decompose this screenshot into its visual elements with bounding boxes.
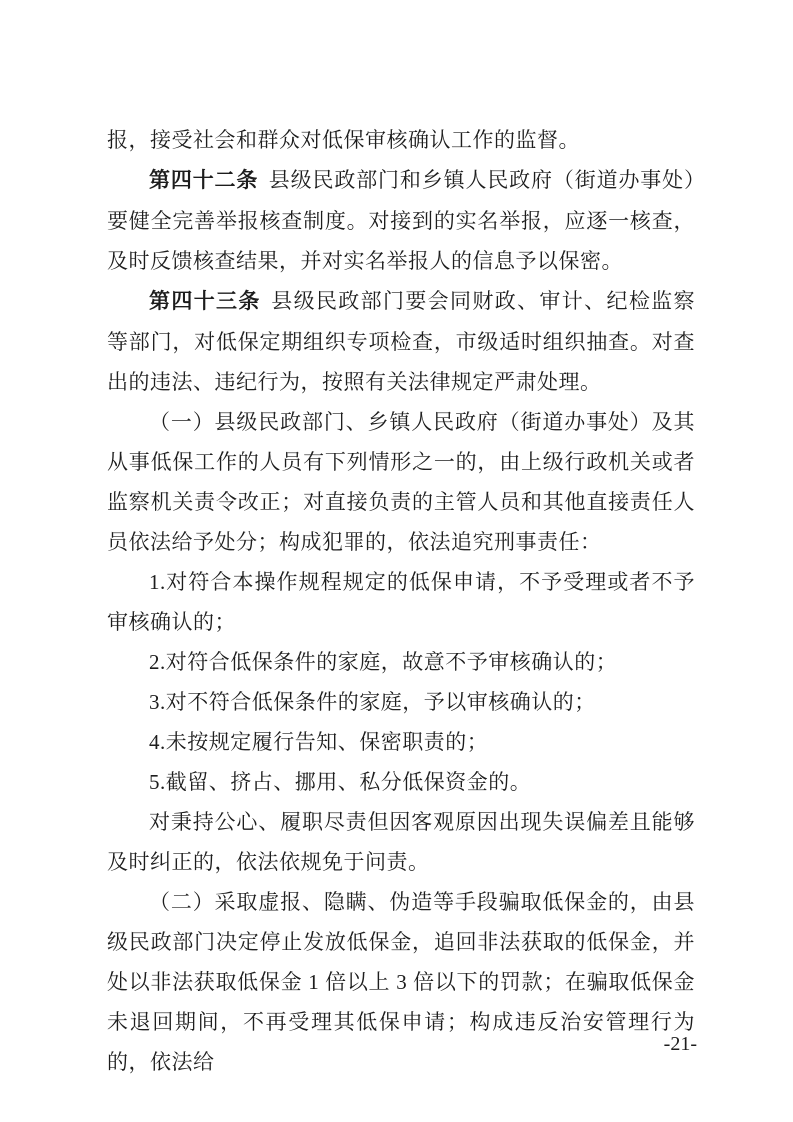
paragraph xyxy=(107,762,695,802)
paragraph xyxy=(107,802,695,882)
paragraph xyxy=(107,642,695,682)
paragraph-text: （一）县级民政部门、乡镇人民政府（街道办事处）及其从事低保工作的人员有下列情形之一的，由上级行政机关或者监察机关责令改正；对直接负责的主管人员和其他直接责任人员依法给予处分；构成犯罪的，依法追究刑事责任： xyxy=(107,410,695,554)
paragraph xyxy=(107,160,695,281)
page-number: -21- xyxy=(663,1033,697,1055)
article-heading: 第四十三条 xyxy=(149,290,261,313)
article-heading: 第四十二条 xyxy=(149,169,259,192)
paragraph xyxy=(107,722,695,762)
paragraph-text: 2.对符合低保条件的家庭，故意不予审核确认的； xyxy=(149,650,618,674)
paragraph-text: 对秉持公心、履职尽责但因客观原因出现失误偏差且能够及时纠正的，依法依规免于问责。 xyxy=(107,810,695,874)
paragraph-text: 县级民政部门和乡镇人民政府（街道办事处）要健全完善举报核查制度。对接到的实名举报，应逐一核查，及时反馈核查结果，并对实名举报人的信息予以保密。 xyxy=(107,168,696,273)
paragraph xyxy=(107,281,695,402)
paragraph xyxy=(107,682,695,722)
paragraph-text: 县级民政部门要会同财政、审计、纪检监察等部门，对低保定期组织专项检查，市级适时组织抽查。对查出的违法、违纪行为，按照有关法律规定严肃处理。 xyxy=(107,289,696,394)
paragraph xyxy=(107,882,695,1082)
paragraph-text: 1.对符合本操作规程规定的低保申请，不予受理或者不予审核确认的； xyxy=(107,570,695,634)
paragraph xyxy=(107,562,695,642)
paragraph-text: 5.截留、挤占、挪用、私分低保资金的。 xyxy=(149,770,532,794)
paragraph xyxy=(107,120,695,160)
paragraph-text: 3.对不符合低保条件的家庭，予以审核确认的； xyxy=(149,690,596,714)
paragraph-text: 报，接受社会和群众对低保审核确认工作的监督。 xyxy=(107,128,580,152)
paragraph-text: 4.未按规定履行告知、保密职责的； xyxy=(149,730,489,754)
paragraph xyxy=(107,402,695,562)
paragraph-text: （二）采取虚报、隐瞒、伪造等手段骗取低保金的，由县级民政部门决定停止发放低保金，追回非法获取的低保金，并处以非法获取低保金 1 倍以上 3 倍以下的罚款；在骗取低保金未退回期间，不再受理其低保申请；构成违反治安管理行为的，依法给 xyxy=(107,890,695,1074)
document-body xyxy=(107,120,695,1082)
